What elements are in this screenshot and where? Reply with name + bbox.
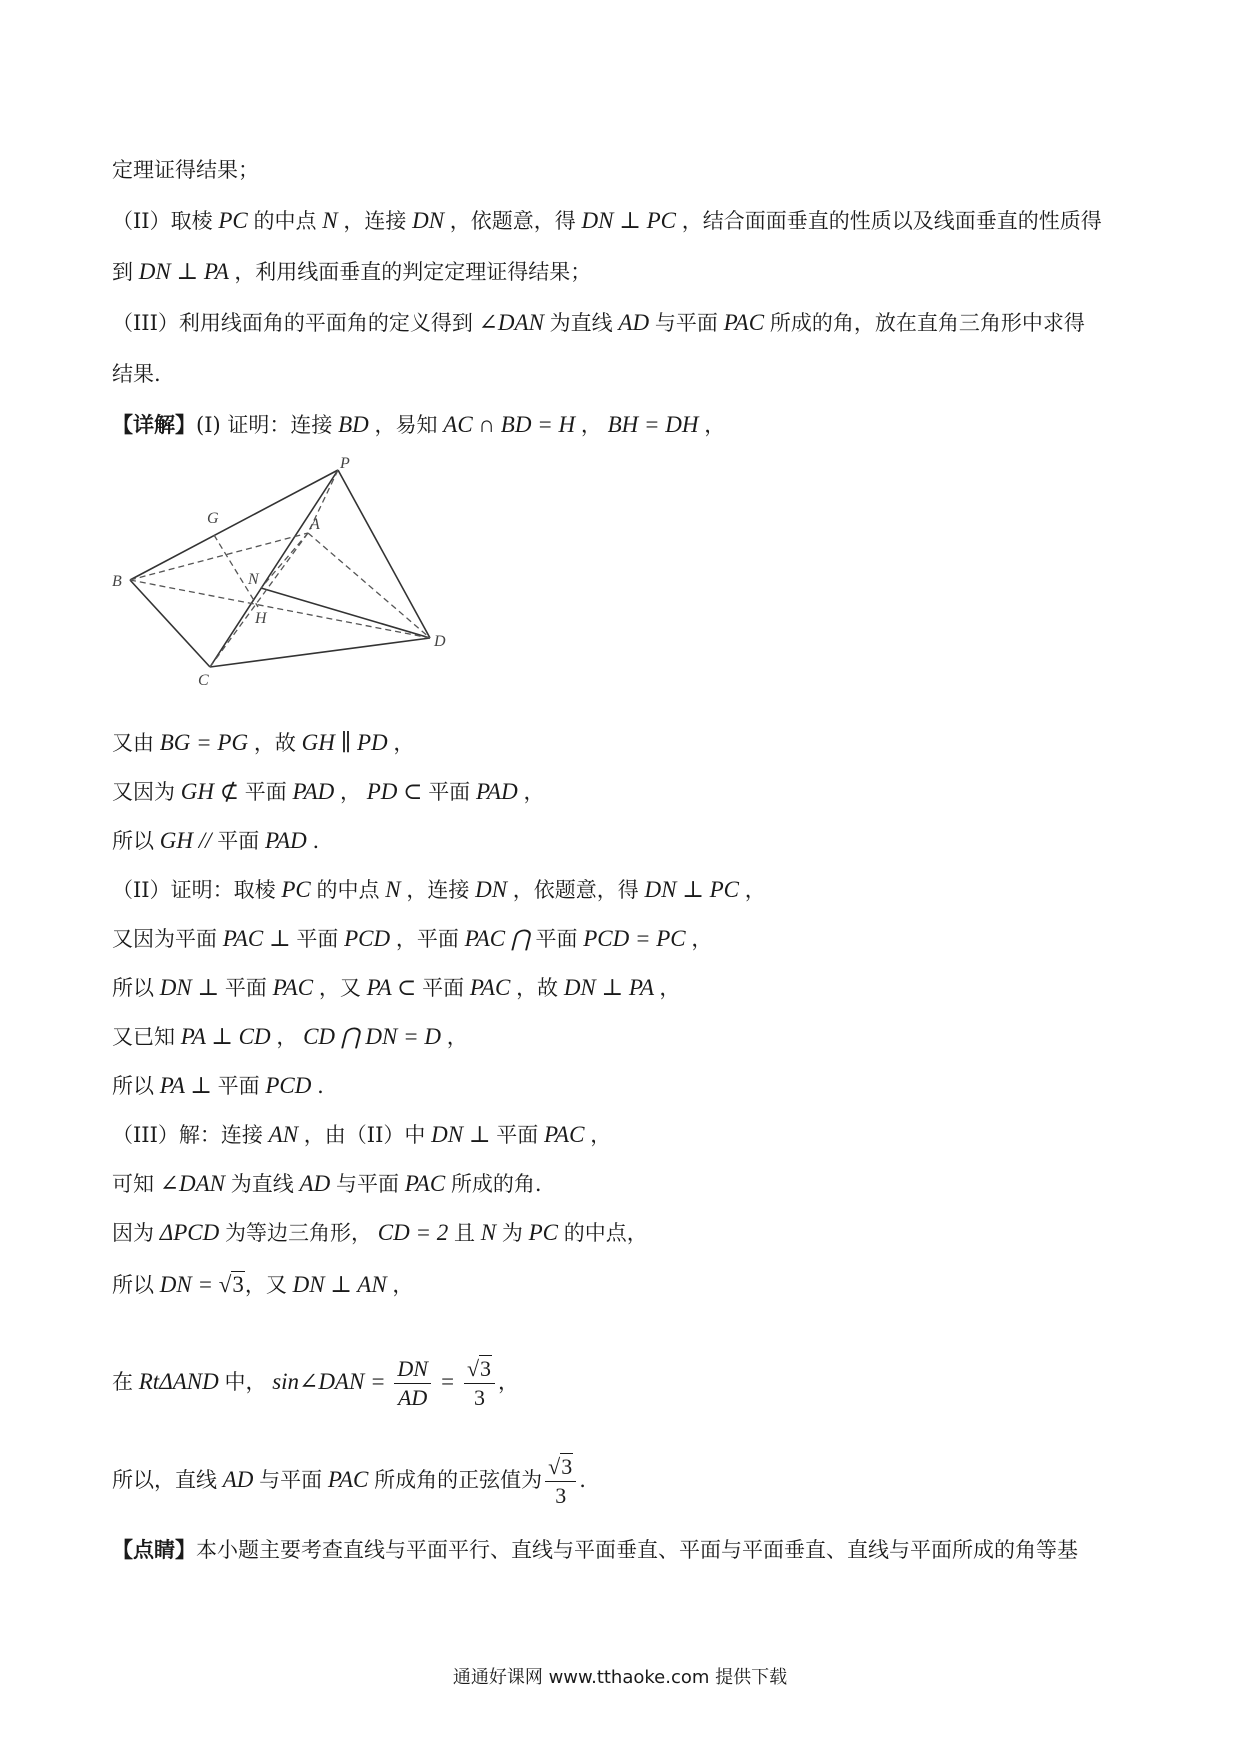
math-expression: N <box>316 208 344 233</box>
math-expression: ΔPCD <box>154 1220 225 1245</box>
label-c: C <box>198 672 209 689</box>
text-run: 所成角的正弦值为 <box>374 1468 543 1492</box>
math-expression: PCD <box>338 926 396 951</box>
text-run: 所以 <box>112 829 154 853</box>
math-expression: PAC ⋂ <box>458 926 536 951</box>
text-run: ，依题意，得 <box>512 878 639 902</box>
text-run: ， <box>523 780 545 804</box>
math-expression: AC ∩ BD = H <box>437 412 581 437</box>
math-expression: DN ⊥ PC <box>575 208 682 233</box>
text-run: . <box>579 1468 586 1492</box>
text-run: ，依题意，得 <box>449 209 576 233</box>
text-run: 所以，直线 <box>112 1468 217 1492</box>
math-expression: ∠DAN <box>154 1171 231 1196</box>
fraction: $\frac{√3}{3}$ <box>545 1453 576 1510</box>
math-expression: PAC ⊥ <box>217 926 297 951</box>
math-expression: DN ⊥ PC <box>638 877 745 902</box>
text-line <box>112 308 1085 338</box>
math-expression: PA ⊥ CD <box>175 1024 277 1049</box>
text-line <box>112 410 725 440</box>
edge-nd <box>261 588 430 638</box>
label-a: A <box>310 516 320 533</box>
page-footer: 通通好课网 www.tthaoke.com 提供下载 <box>452 1667 788 1688</box>
text-run: 所以 <box>112 976 154 1000</box>
text-run: 与平面 <box>654 311 718 335</box>
text-run: 平面 <box>428 780 471 804</box>
text-run: 且 <box>453 1221 475 1245</box>
text-run: ， <box>498 1370 520 1394</box>
text-run: ， <box>340 780 361 804</box>
text-run: ， <box>659 976 681 1000</box>
text-run: （II）证明：取棱 <box>112 878 276 902</box>
math-expression: DN ⊥ AN <box>286 1272 393 1297</box>
text-run: ， <box>276 1025 298 1049</box>
text-run: 与平面 <box>259 1468 323 1492</box>
text-line <box>112 1120 611 1150</box>
math-expression: AN <box>262 1122 304 1147</box>
text-run: 到 <box>112 260 133 284</box>
edge-cd <box>210 638 430 667</box>
label-g: G <box>207 510 219 527</box>
text-run: 平面 <box>224 976 267 1000</box>
text-line <box>112 777 544 807</box>
fraction: $\frac{√3}{3}$ <box>464 1355 495 1412</box>
math-expression: PD ⊂ <box>361 779 429 804</box>
text-line <box>112 875 766 905</box>
sqrt-expression: √3 <box>218 1272 244 1297</box>
text-run: (I) 证明：连接 <box>196 413 333 437</box>
math-expression: PA ⊥ <box>154 1073 218 1098</box>
text-line <box>112 1218 648 1248</box>
text-run: 的中点 <box>253 209 317 233</box>
math-expression: PAC <box>266 975 319 1000</box>
math-expression: PC <box>212 208 254 233</box>
text-run: 的中点， <box>563 1221 648 1245</box>
label-p: P <box>340 455 350 472</box>
text-line <box>112 1169 542 1199</box>
math-expression: PAD <box>286 779 340 804</box>
text-line <box>112 826 319 856</box>
math-expression: PCD <box>259 1073 318 1098</box>
math-expression: GH ⊄ <box>175 779 245 804</box>
text-run: ， <box>691 927 713 951</box>
text-run: 又因为平面 <box>112 927 217 951</box>
math-expression: PAC <box>538 1122 591 1147</box>
text-run: 为 <box>501 1221 523 1245</box>
text-run: 与平面 <box>335 1172 399 1196</box>
text-run: 平面 <box>535 927 578 951</box>
math-expression: GH ∥ PD <box>295 730 394 755</box>
text-run: ，故 <box>516 976 559 1000</box>
text-run: ， <box>392 1273 414 1297</box>
math-expression: PCD = PC <box>577 926 692 951</box>
text-run: ，故 <box>253 731 296 755</box>
math-expression: CD ⋂ DN = D <box>297 1024 447 1049</box>
label-n: N <box>248 571 259 588</box>
text-run: ，又 <box>244 1273 287 1297</box>
math-expression: CD = 2 <box>372 1220 454 1245</box>
text-run: 可知 <box>112 1172 154 1196</box>
text-line <box>112 206 1102 236</box>
text-line <box>112 359 161 389</box>
text-line <box>112 1355 519 1412</box>
math-expression: PAC <box>464 975 517 1000</box>
edge-ad <box>308 533 430 638</box>
math-expression: AD <box>217 1467 260 1492</box>
text-run: 定理证得结果； <box>112 158 259 182</box>
math-expression: PC <box>275 877 317 902</box>
math-expression: DN ⊥ <box>425 1122 497 1147</box>
edge-pd <box>338 470 430 638</box>
math-expression: DN = <box>154 1272 219 1297</box>
text-run: ， <box>393 731 415 755</box>
text-run: 为等边三角形， <box>225 1221 372 1245</box>
math-expression: BH = DH <box>601 412 705 437</box>
text-run: 所以 <box>112 1273 154 1297</box>
pyramid-figure <box>108 455 488 695</box>
text-run: 结果. <box>112 362 161 386</box>
text-run: ，由（II）中 <box>303 1123 426 1147</box>
math-expression: DN ⊥ PA <box>133 259 235 284</box>
text-run: ， <box>590 1123 612 1147</box>
math-expression: DN ⊥ <box>154 975 225 1000</box>
math-expression: = <box>433 1369 461 1394</box>
text-line <box>112 1453 586 1510</box>
sqrt-expression: √3 <box>466 1356 492 1381</box>
text-run: ， <box>704 413 726 437</box>
text-run: ，易知 <box>374 413 438 437</box>
math-expression: AD <box>293 1171 336 1196</box>
text-run: . <box>317 1074 324 1098</box>
math-expression: GH // <box>154 828 218 853</box>
math-expression: N <box>474 1220 502 1245</box>
text-line <box>112 973 680 1003</box>
text-run: 为直线 <box>230 1172 294 1196</box>
text-run: ，连接 <box>406 878 470 902</box>
text-run: 平面 <box>244 780 287 804</box>
math-expression: PAC <box>717 310 770 335</box>
math-expression: DN <box>469 877 513 902</box>
math-expression: PAC <box>398 1171 451 1196</box>
text-run: 所成的角，放在直角三角形中求得 <box>769 311 1085 335</box>
text-run: 所成的角. <box>450 1172 542 1196</box>
text-run: 在 <box>112 1370 133 1394</box>
text-run: ， <box>580 413 602 437</box>
text-run: ，平面 <box>395 927 459 951</box>
text-line <box>112 728 414 758</box>
text-line <box>112 1022 468 1052</box>
label-d: D <box>434 633 446 650</box>
text-run: 所以 <box>112 1074 154 1098</box>
math-expression: BG = PG <box>154 730 254 755</box>
text-line <box>112 155 259 185</box>
text-run: ，利用线面垂直的判定定理证得结果； <box>234 260 592 284</box>
text-run: 本小题主要考查直线与平面平行、直线与平面垂直、平面与平面垂直、直线与平面所成的角等基 <box>196 1538 1078 1562</box>
text-run: （II）取棱 <box>112 209 213 233</box>
math-expression: AD <box>612 310 655 335</box>
math-expression: ∠DAN <box>472 310 550 335</box>
text-line <box>112 924 712 954</box>
text-run: 平面 <box>217 1074 260 1098</box>
text-line <box>112 257 591 287</box>
text-run: 的中点 <box>316 878 380 902</box>
section-heading: 【详解】 <box>112 412 196 437</box>
label-h: H <box>255 610 267 627</box>
math-expression: PAD <box>259 828 313 853</box>
text-run: ，结合面面垂直的性质以及线面垂直的性质得 <box>681 209 1102 233</box>
math-expression: PA ⊂ <box>360 975 423 1000</box>
edge-bp <box>130 470 338 580</box>
text-line <box>112 1071 324 1101</box>
label-b: B <box>112 573 122 590</box>
math-expression: BD <box>332 412 375 437</box>
math-expression: PAC <box>322 1467 375 1492</box>
text-run: 为直线 <box>549 311 613 335</box>
text-run: ， <box>446 1025 468 1049</box>
edge-an <box>261 533 308 588</box>
math-expression: DN <box>406 208 450 233</box>
text-run: 中， <box>224 1370 267 1394</box>
text-run: 因为 <box>112 1221 154 1245</box>
text-run: 平面 <box>422 976 465 1000</box>
text-run: ， <box>744 878 766 902</box>
text-line <box>112 1270 413 1300</box>
math-expression: PC <box>522 1220 564 1245</box>
text-run: ，又 <box>318 976 361 1000</box>
text-run: （III）利用线面角的平面角的定义得到 <box>112 311 473 335</box>
text-run: . <box>312 829 320 853</box>
sqrt-expression: √3 <box>548 1454 573 1479</box>
text-run: 又因为 <box>112 780 175 804</box>
text-run: （III）解：连接 <box>112 1123 263 1147</box>
math-expression: DN ⊥ PA <box>558 975 660 1000</box>
section-heading: 【点睛】 <box>112 1537 196 1562</box>
math-expression: PAD <box>470 779 524 804</box>
text-run: 又已知 <box>112 1025 175 1049</box>
text-run: 平面 <box>496 1123 539 1147</box>
math-expression: RtΔAND <box>133 1369 225 1394</box>
text-run: 平面 <box>217 829 260 853</box>
text-run: 平面 <box>296 927 339 951</box>
text-line <box>112 1535 1078 1565</box>
math-expression: sin∠DAN = <box>266 1369 392 1394</box>
edge-pc <box>210 470 338 667</box>
fraction: $\frac{DN}{AD}$ <box>394 1355 431 1412</box>
edge-bc <box>130 580 210 667</box>
text-run: 又由 <box>112 731 154 755</box>
text-run: ，连接 <box>343 209 407 233</box>
math-expression: N <box>379 877 407 902</box>
